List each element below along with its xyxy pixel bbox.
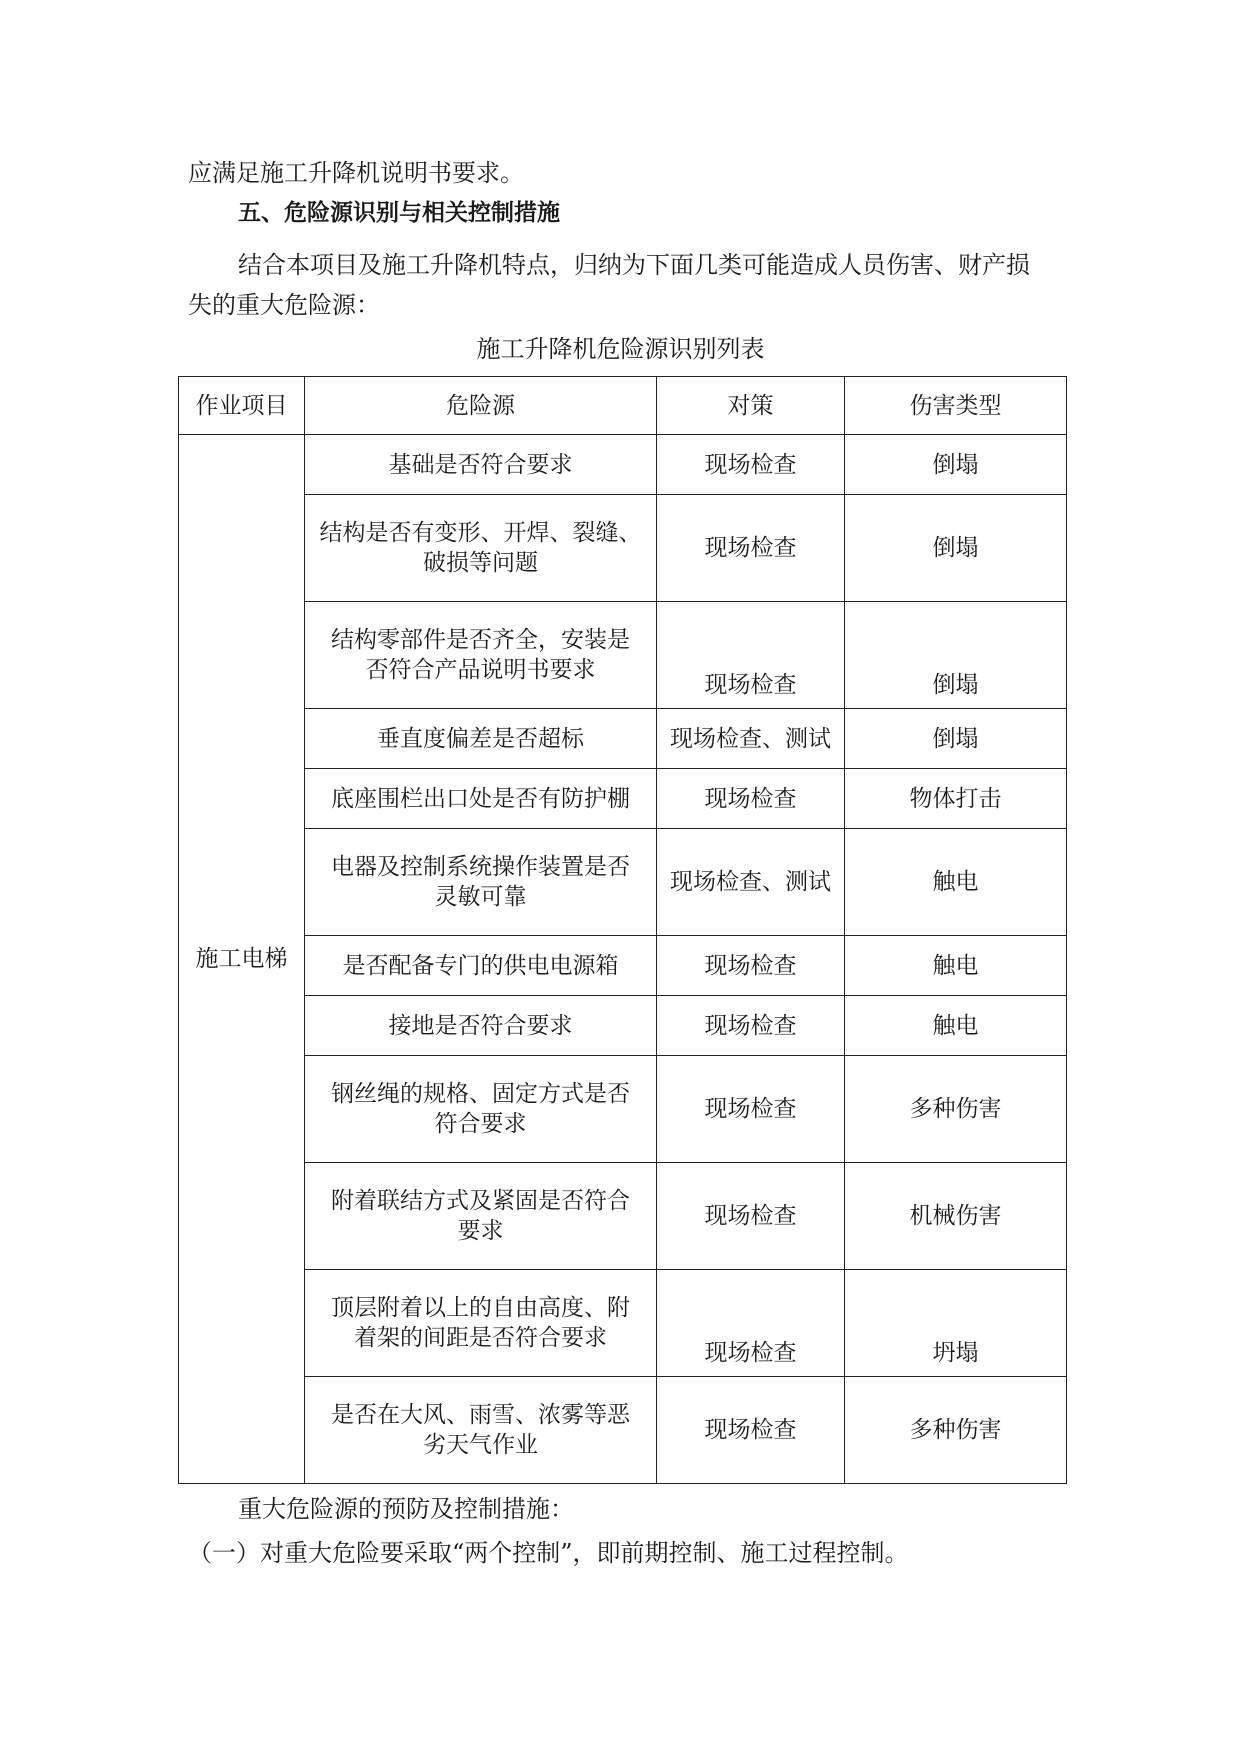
table-row <box>179 1270 1067 1377</box>
measures-intro: 重大危险源的预防及控制措施： <box>238 1495 574 1523</box>
intro-line-2: 失的重大危险源： <box>188 291 380 319</box>
table-row <box>179 1377 1067 1484</box>
injury-cell: 坍塌 <box>845 1270 1067 1377</box>
measure-cell: 现场检查 <box>657 602 845 709</box>
hazard-cell: 电器及控制系统操作装置是否 灵敏可靠 <box>305 829 657 936</box>
table-row <box>179 435 1067 495</box>
hazard-cell: 结构是否有变形、开焊、裂缝、 破损等问题 <box>305 495 657 602</box>
measure-cell: 现场检查 <box>657 435 845 495</box>
injury-cell: 倒塌 <box>845 709 1067 769</box>
hazard-cell: 钢丝绳的规格、固定方式是否 符合要求 <box>305 1056 657 1163</box>
measure-cell: 现场检查 <box>657 495 845 602</box>
hazard-cell: 结构零部件是否齐全，安装是 否符合产品说明书要求 <box>305 602 657 709</box>
injury-cell: 倒塌 <box>845 435 1067 495</box>
injury-cell: 倒塌 <box>845 602 1067 709</box>
table-row <box>179 495 1067 602</box>
measure-cell: 现场检查 <box>657 996 845 1056</box>
header-row <box>179 377 1067 435</box>
table-row <box>179 1056 1067 1163</box>
header-project: 作业项目 <box>179 377 305 435</box>
hazard-cell: 是否在大风、雨雪、浓雾等恶 劣天气作业 <box>305 1377 657 1484</box>
injury-cell: 多种伤害 <box>845 1056 1067 1163</box>
header-hazard: 危险源 <box>305 377 657 435</box>
injury-cell: 触电 <box>845 996 1067 1056</box>
measure-cell: 现场检查、测试 <box>657 709 845 769</box>
measure-cell: 现场检查 <box>657 936 845 996</box>
table-row <box>179 602 1067 709</box>
table-row <box>179 1163 1067 1270</box>
list-item-1: （一）对重大危险要采取“两个控制”，即前期控制、施工过程控制。 <box>188 1539 909 1567</box>
measure-cell: 现场检查、测试 <box>657 829 845 936</box>
intro-line-1: 结合本项目及施工升降机特点，归纳为下面几类可能造成人员伤害、财产损 <box>238 251 1030 279</box>
measure-cell: 现场检查 <box>657 769 845 829</box>
table-row <box>179 829 1067 936</box>
hazard-cell: 附着联结方式及紧固是否符合 要求 <box>305 1163 657 1270</box>
project-cell: 施工电梯 <box>179 435 305 1484</box>
header-measure: 对策 <box>657 377 845 435</box>
paragraph-continuation: 应满足施工升降机说明书要求。 <box>188 159 524 187</box>
injury-cell: 倒塌 <box>845 495 1067 602</box>
table-row <box>179 996 1067 1056</box>
table-row <box>179 936 1067 996</box>
measure-cell: 现场检查 <box>657 1270 845 1377</box>
hazard-cell: 垂直度偏差是否超标 <box>305 709 657 769</box>
injury-cell: 触电 <box>845 936 1067 996</box>
table-row <box>179 709 1067 769</box>
section-heading: 五、危险源识别与相关控制措施 <box>238 200 560 226</box>
hazard-cell: 顶层附着以上的自由高度、附 着架的间距是否符合要求 <box>305 1270 657 1377</box>
measure-cell: 现场检查 <box>657 1056 845 1163</box>
hazard-cell: 接地是否符合要求 <box>305 996 657 1056</box>
measure-cell: 现场检查 <box>657 1377 845 1484</box>
header-injury: 伤害类型 <box>845 377 1067 435</box>
table-row <box>179 769 1067 829</box>
injury-cell: 机械伤害 <box>845 1163 1067 1270</box>
hazard-cell: 是否配备专门的供电电源箱 <box>305 936 657 996</box>
measure-cell: 现场检查 <box>657 1163 845 1270</box>
injury-cell: 多种伤害 <box>845 1377 1067 1484</box>
hazard-cell: 基础是否符合要求 <box>305 435 657 495</box>
injury-cell: 物体打击 <box>845 769 1067 829</box>
injury-cell: 触电 <box>845 829 1067 936</box>
table-caption: 施工升降机危险源识别列表 <box>476 335 765 363</box>
hazard-table <box>178 376 1067 1484</box>
hazard-cell: 底座围栏出口处是否有防护棚 <box>305 769 657 829</box>
